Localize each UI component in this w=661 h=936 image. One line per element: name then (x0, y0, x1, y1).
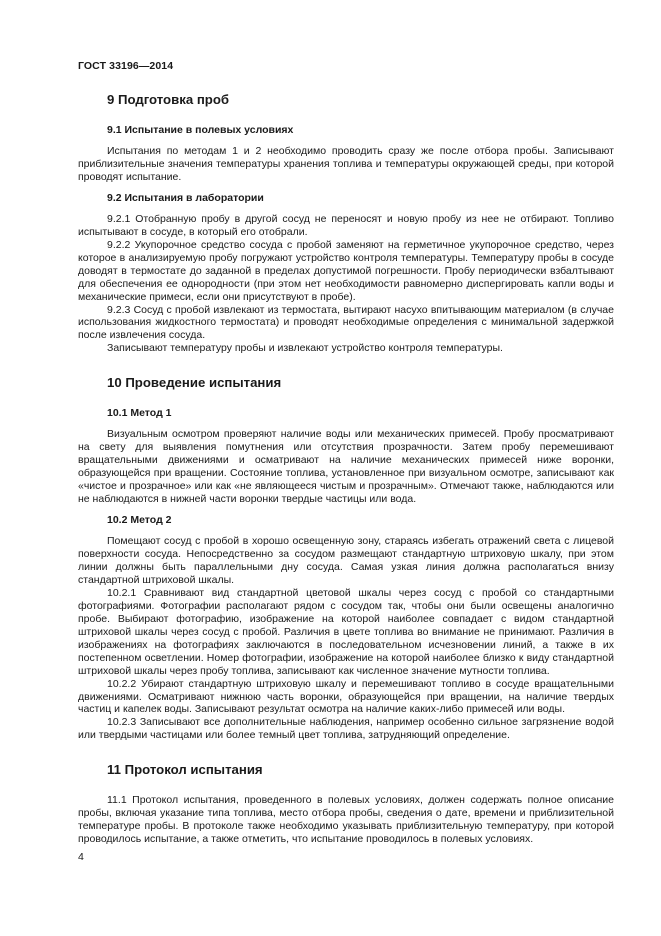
section-9-heading: 9 Подготовка проб (107, 92, 230, 107)
paragraph-9-1: Испытания по методам 1 и 2 необходимо проводить сразу же после отбора пробы. Записывают приблизительные значения температуры хранения топлива и температуры окружающей среды, при которой проводят испытание. (78, 145, 614, 183)
subsection-9-1-heading: 9.1 Испытание в полевых условиях (107, 124, 294, 136)
paragraph-9-2-1: 9.2.1 Отобранную пробу в другой сосуд не переносят и новую пробу из нее не отбирают. Топливо испытывают в сосуде, в который его отобрали. (78, 212, 614, 238)
section-10-heading: 10 Проведение испытания (107, 375, 282, 391)
paragraph-10-1: Визуальным осмотром проверяют наличие воды или механических примесей. Пробу просматривают на свету для выявления помутнения или отсутствия прозрачности. Затем пробу перемешивают вращательными движениями и осматривают на наличие механических примесей ниже воронки, образующейся при вращении. Состояние топлива, установленное при визуальном осмотре, записывают как «чистое и прозрачное» или как «не являющееся чистым и прозрачным». Отмечают также, наблюдаются или не наблюдаются в нижней части воронки твердые частицы или вода. (78, 428, 614, 506)
paragraph-11-1: 11.1 Протокол испытания, проведенного в полевых условиях, должен содержать полное описание пробы, включая указание типа топлива, место отбора пробы, сведения о дате, времени и приблизительной температуре пробы. В протоколе также необходимо указывать приблизительную температуру, при которой проводилось испытание, а также отметить, что испытание проводилось в полевых условиях. (78, 794, 614, 846)
page-number: 4 (78, 851, 84, 863)
paragraph-10-2-2: 10.2.2 Убирают стандартную штриховую шкалу и перемешивают топливо в сосуде вращательными движениями. Осматривают нижнюю часть воронки, образующейся при вращении, на наличие твердых частиц и капелек воды. Записывают результат осмотра на наличие каких-либо примесей или воды. (78, 677, 614, 716)
paragraph-10-2-1: 10.2.1 Сравнивают вид стандартной цветовой шкалы через сосуд с пробой со стандартными фотографиями. Фотографии располагают рядом с сосудом так, чтобы они были освещены аналогично пробе. Выбирают фотографию, изображение на которой наиболее совпадает с видом стандартной штриховой шкалы через сосуд с пробой. Различия в цвете топлива во внимание не принимают. Различия в изображениях на фотографиях заключаются в последовательном исчезновении линий, а также в их постепенном осветлении. Номер фотографии, изображение на которой наиболее близко к виду стандартной штриховой шкалы через пробу топлива, записывают как численное значение мутности топлива. (78, 586, 614, 677)
subsection-9-2-heading: 9.2 Испытания в лаборатории (107, 191, 264, 204)
paragraph-10-2-3: 10.2.3 Записывают все дополнительные наблюдения, например особенно сильное загрязнение водой или твердыми частицами или более темный цвет топлива, затрудняющий определение. (78, 716, 614, 742)
paragraph-9-2-note: Записывают температуру пробы и извлекают устройство контроля температуры. (107, 342, 503, 355)
standard-header: ГОСТ 33196—2014 (78, 60, 174, 72)
subsection-10-2-heading: 10.2 Метод 2 (107, 514, 172, 527)
document-body (78, 92, 614, 846)
subsection-10-1-heading: 10.1 Метод 1 (107, 407, 172, 420)
paragraph-9-2-2: 9.2.2 Укупорочное средство сосуда с пробой заменяют на герметичное укупорочное средство, через которое в анализируемую пробу погружают устройство контроля температуры. Температуру пробы в сосуде доводят в термостате до заданной в пределах допустимой погрешности. Пробу периодически взбалтывают для обеспечения ее однородности (при этом нет необходимости равномерно диспергировать капли воды и механические примеси, если они присутствуют в пробе). (78, 238, 614, 303)
paragraph-9-2-3: 9.2.3 Сосуд с пробой извлекают из термостата, вытирают насухо впитывающим материалом (в случае использования жидкостного термостата) и проводят необходимые определения с минимальной задержкой после извлечения сосуда. (78, 303, 614, 342)
paragraph-10-2: Помещают сосуд с пробой в хорошо освещенную зону, стараясь избегать отражений света с лицевой поверхности сосуда. Непосредственно за сосудом размещают стандартную штриховую шкалу, при этом линии должны быть параллельными дну сосуда. Самая узкая линия должна располагаться внизу стандартной штриховой шкалы. (78, 535, 614, 586)
section-11-heading: 11 Протокол испытания (107, 762, 263, 778)
